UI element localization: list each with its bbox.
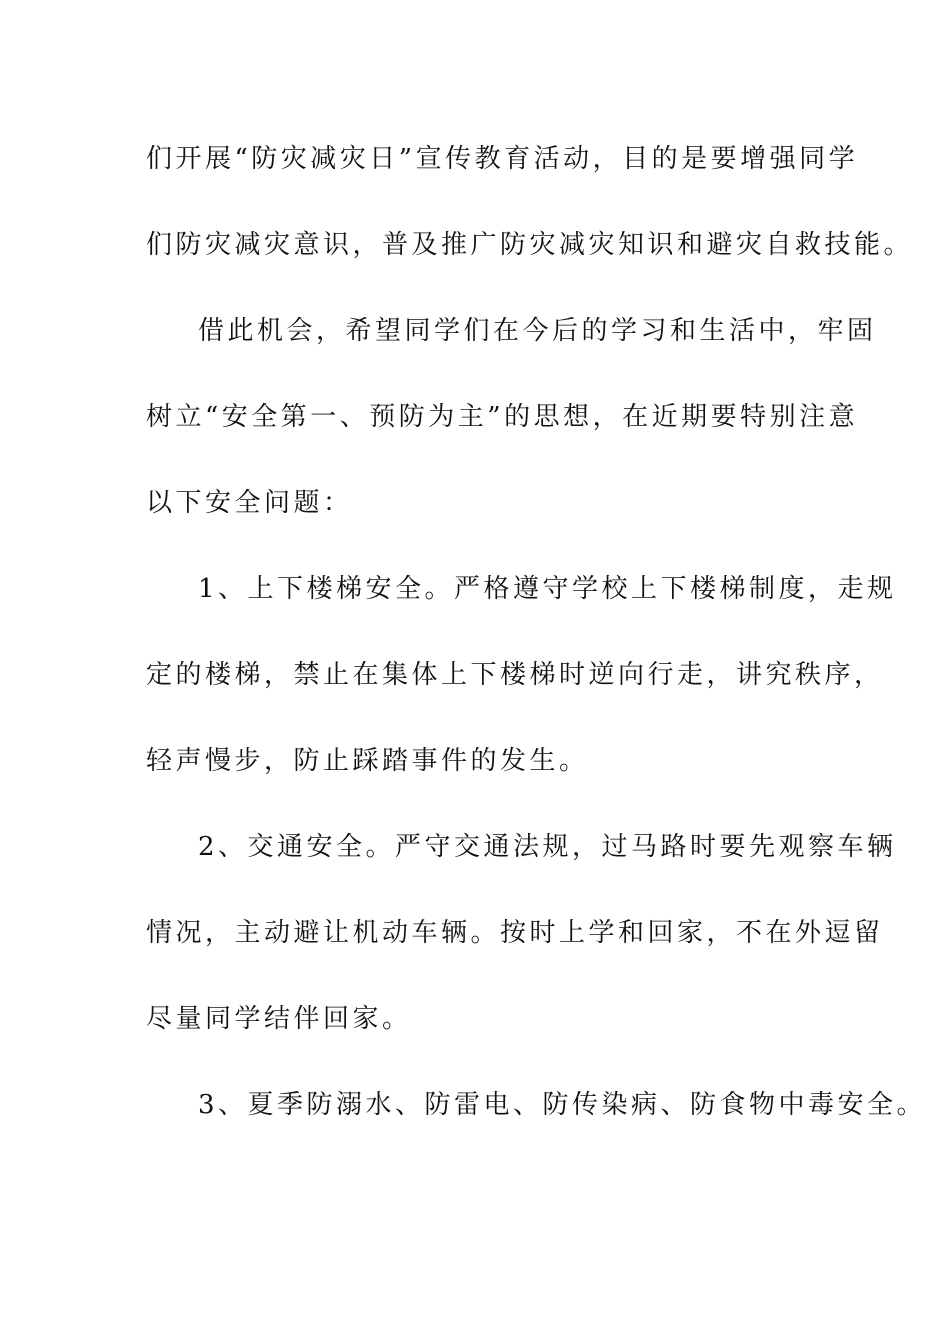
paragraph-first-line: 借此机会，希望同学们在今后的学习和生活中，牢固 xyxy=(198,316,877,346)
text-line: 尽量同学结伴回家。 xyxy=(146,1004,412,1034)
text-line: 定的楼梯，禁止在集体上下楼梯时逆向行走，讲究秩序， xyxy=(146,660,884,690)
text-line: 以下安全问题： xyxy=(146,488,353,518)
list-item-2-first-line: 2、交通安全。严守交通法规，过马路时要先观察车辆 xyxy=(198,832,897,862)
text-line: 情况，主动避让机动车辆。按时上学和回家，不在外逗留 xyxy=(146,918,884,948)
text-line: 们防灾减灾意识，普及推广防灾减灾知识和避灾自救技能。 xyxy=(146,230,914,260)
text-line: 们开展“防灾减灾日”宣传教育活动，目的是要增强同学 xyxy=(146,144,859,174)
list-item-1-first-line: 1、上下楼梯安全。严格遵守学校上下楼梯制度，走规 xyxy=(198,574,897,604)
text-line: 轻声慢步，防止踩踏事件的发生。 xyxy=(146,746,589,776)
list-item-3-first-line: 3、夏季防溺水、防雷电、防传染病、防食物中毒安全。 xyxy=(198,1090,927,1120)
text-line: 树立“安全第一、预防为主”的思想，在近期要特别注意 xyxy=(146,402,859,432)
